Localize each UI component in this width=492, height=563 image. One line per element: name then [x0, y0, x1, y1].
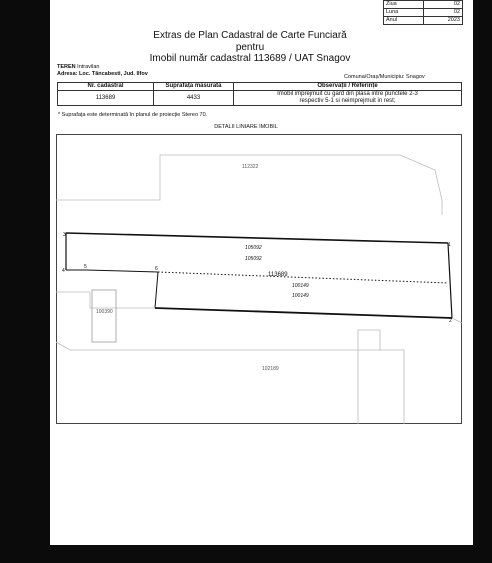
date-value: 2023: [423, 17, 463, 25]
date-label: Anul: [384, 17, 424, 25]
projection-note: * Suprafața este determinată în planul de proiecție Stereo 70.: [58, 112, 208, 118]
point-label: 3: [63, 232, 66, 238]
document-title-pentru: pentru: [235, 42, 265, 53]
commune-text: Comuna/Oraș/Municipiu: Snagov: [344, 74, 425, 80]
column-header: Suprafața măsurată: [154, 83, 234, 91]
teren-type: Intravilan: [77, 64, 100, 70]
label-112322: 112322: [242, 164, 259, 170]
parcel-outline: [56, 292, 155, 308]
observation-line: Imobil imprejmuit cu gard din plasa intre punctele 2-3: [277, 91, 418, 97]
document-title: Extras de Plan Cadastral de Carte Funciară: [153, 30, 347, 41]
label-subject-113689: 113689: [268, 272, 288, 278]
date-value: 02: [423, 1, 463, 9]
column-header: Nr. cadastral: [58, 83, 154, 91]
parcel-outline-right: [358, 330, 404, 424]
date-label: Ziua: [384, 1, 424, 9]
date-value: 02: [423, 9, 463, 17]
point-label: 4: [62, 268, 65, 274]
road-boundary-top: [66, 233, 448, 243]
document-subtitle: Imobil număr cadastral 113689 / UAT Snagov: [149, 53, 351, 64]
label-102189: 102189: [262, 366, 279, 372]
point-label: 1: [448, 242, 451, 248]
point-label: 5: [84, 264, 87, 270]
point-label: 6: [155, 266, 158, 272]
label-100149: 100149: [292, 293, 309, 299]
label-100390: 100390: [96, 309, 113, 315]
cadastral-number-cell: 113689: [58, 91, 154, 106]
boundary-segment: [86, 270, 158, 272]
parcel-outline: [452, 318, 462, 323]
address-text: Adresa: Loc. Tâncabesti, Jud. Ilfov: [57, 71, 148, 77]
label-100149: 100149: [292, 283, 309, 289]
teren-label: TEREN: [57, 64, 76, 70]
label-road-105092: 105092: [245, 256, 262, 262]
road-boundary-bottom: [155, 308, 452, 318]
date-label: Luna: [384, 9, 424, 17]
boundary-east: [448, 243, 452, 318]
column-header: Observații / Referințe: [234, 83, 462, 91]
label-road-105092: 105092: [245, 245, 262, 251]
parcel-102189-outline: [56, 342, 380, 350]
observation-line: respectiv 5-1 si neimprejmuit in rest;: [299, 98, 396, 104]
boundary-segment: [155, 272, 158, 308]
surface-cell: 4433: [154, 91, 234, 106]
building-100390: [92, 290, 116, 342]
map-heading: DETALII LINIARE IMOBIL: [214, 124, 278, 130]
fence-line-dotted: [158, 272, 448, 283]
point-label: 2: [449, 318, 452, 324]
